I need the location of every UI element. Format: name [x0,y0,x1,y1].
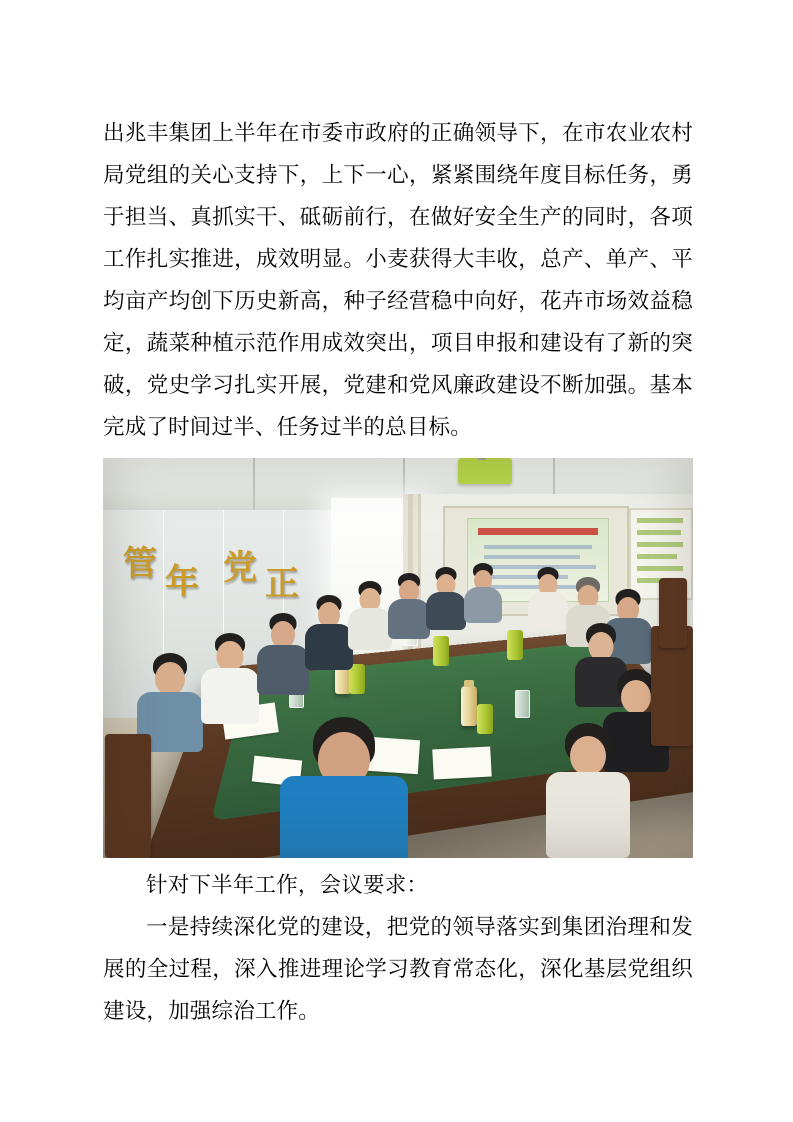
wall-character: 年 [165,562,199,602]
document-paper [432,747,491,780]
slide-title-bar [478,528,598,535]
meeting-photo-scene [103,458,693,858]
attendee [425,570,467,628]
board-row [637,554,677,559]
thermos [461,686,477,726]
green-cup [477,704,493,734]
attendee [545,726,631,858]
torso [546,772,630,858]
paragraph-body-3: 一是持续深化党的建设，把党的领导落实到集团治理和发展的全过程，深入推进理论学习教育常态化，深化基层党组织建设，加强综治工作。 [103,915,693,1023]
slide-line [484,545,592,549]
green-cup [507,630,523,660]
paragraph-body-1: 出兆丰集团上半年在市委市政府的正确领导下，在市农业农村局党组的关心支持下，上下一心，紧紧围绕年度目标任务，勇于担当、真抓实干、砥砺前行，在做好安全生产的同时，各项工作扎实推进，成效明显。小麦获得大丰收，总产、单产、平均亩产均创下历史新高，种子经营稳中向好，花卉市场效益稳定，蔬菜种植示范作用成效突出，项目申报和建设有了新的突破，党史学习扎实开展，党建和党风廉政建设不断加强。基本完成了时间过半、任务过半的总目标。 [103,121,693,439]
slide-line [484,555,580,559]
attendee [463,566,503,622]
chair [659,578,687,648]
head [621,680,651,714]
wall-character: 管 [123,544,157,584]
board-row [637,530,681,535]
attendee [199,636,261,726]
green-cup [433,636,449,666]
chair [105,734,151,858]
meeting-photo [103,458,693,858]
torso [201,668,259,724]
paragraph-body-2: 针对下半年工作，会议要求： [146,873,429,897]
board-row [637,542,683,547]
projector [458,458,512,484]
board-row [637,518,683,523]
torso [388,599,430,639]
head [155,662,185,696]
torso [305,624,353,670]
board-row [637,566,683,571]
attendee-foreground [279,720,409,858]
torso [528,592,568,630]
attendee [527,570,569,628]
torso [257,645,309,695]
torso [348,608,392,650]
ceiling-strip [253,458,255,516]
torso [280,776,408,858]
torso [464,587,502,623]
wall-character: 正 [265,564,299,604]
torso [426,592,466,630]
wall-character: 党 [223,548,257,588]
head [570,736,606,776]
water-glass [515,690,530,718]
